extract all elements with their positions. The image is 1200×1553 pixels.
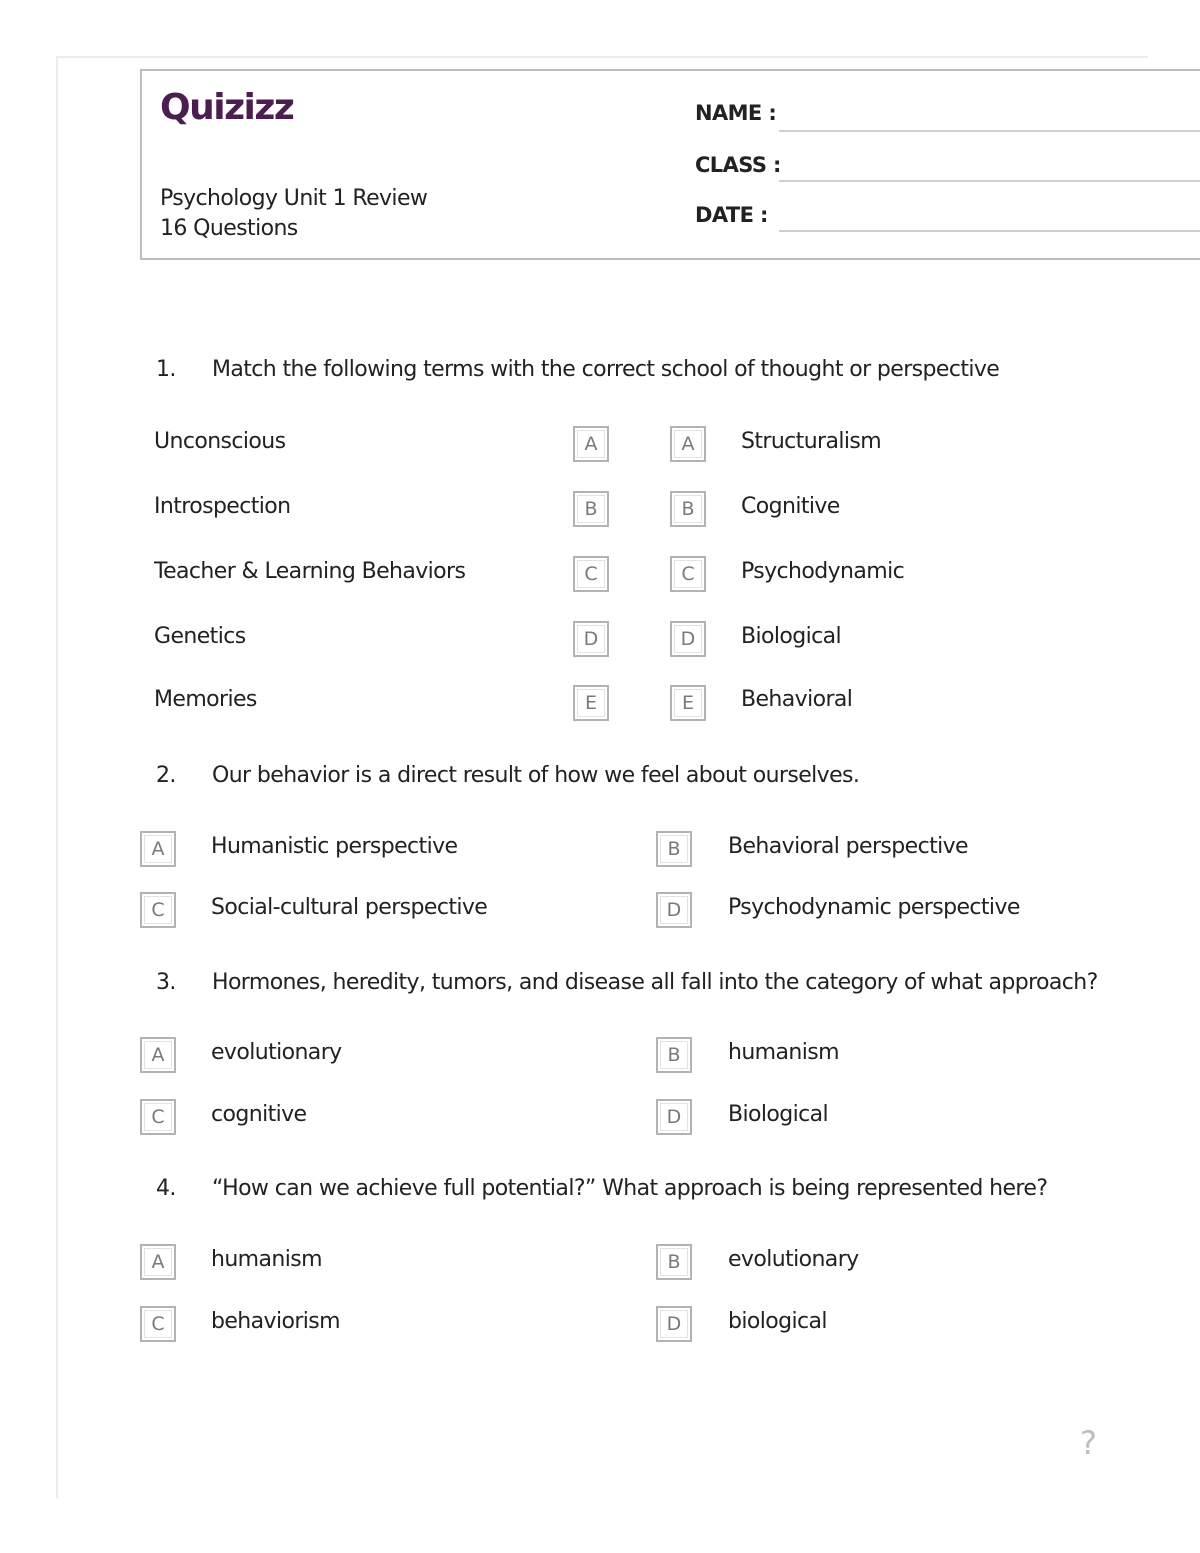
name-label: NAME : (695, 101, 777, 125)
match-option-letter: E (670, 685, 706, 721)
match-answer-box[interactable]: C (573, 556, 609, 592)
option-box-c[interactable]: C (140, 1306, 176, 1342)
match-option: Psychodynamic (741, 559, 905, 584)
option-box-d[interactable]: D (656, 1099, 692, 1135)
match-answer-box[interactable]: A (573, 426, 609, 462)
match-answer-box[interactable]: B (573, 491, 609, 527)
question-3 (156, 970, 1098, 995)
option-text[interactable]: Behavioral perspective (728, 834, 968, 859)
question-number: 4. (156, 1176, 176, 1201)
help-icon[interactable]: ? (1080, 1424, 1097, 1462)
match-term: Memories (154, 687, 257, 712)
question-1 (156, 357, 999, 382)
match-option: Biological (741, 624, 842, 649)
question-2 (156, 763, 859, 788)
option-box-c[interactable]: C (140, 892, 176, 928)
option-box-a[interactable]: A (140, 1244, 176, 1280)
quiz-title: Psychology Unit 1 Review (160, 186, 428, 211)
option-box-b[interactable]: B (656, 1244, 692, 1280)
date-line (779, 230, 1200, 232)
class-line (779, 180, 1200, 182)
quizizz-logo: Quizizz (160, 87, 294, 128)
option-text[interactable]: Psychodynamic perspective (728, 895, 1020, 920)
question-4 (156, 1176, 1047, 1201)
option-text[interactable]: humanism (728, 1040, 839, 1065)
match-option-letter: D (670, 621, 706, 657)
question-text: Match the following terms with the correct school of thought or perspective (212, 357, 1000, 382)
match-option-letter: A (670, 426, 706, 462)
match-term: Teacher & Learning Behaviors (154, 559, 466, 584)
match-answer-box[interactable]: D (573, 621, 609, 657)
match-option: Cognitive (741, 494, 840, 519)
question-text: Our behavior is a direct result of how we feel about ourselves. (212, 763, 860, 788)
match-option-letter: B (670, 491, 706, 527)
option-text[interactable]: evolutionary (728, 1247, 859, 1272)
option-text[interactable]: Social-cultural perspective (211, 895, 488, 920)
option-box-b[interactable]: B (656, 831, 692, 867)
option-box-d[interactable]: D (656, 1306, 692, 1342)
question-text: Hormones, heredity, tumors, and disease all fall into the category of what approach? (212, 970, 1098, 995)
option-text[interactable]: biological (728, 1309, 827, 1334)
page-edge-left (56, 56, 58, 1498)
question-number: 3. (156, 970, 176, 995)
match-term: Genetics (154, 624, 246, 649)
match-option-letter: C (670, 556, 706, 592)
match-option: Structuralism (741, 429, 882, 454)
option-box-b[interactable]: B (656, 1037, 692, 1073)
option-text[interactable]: cognitive (211, 1102, 307, 1127)
class-label: CLASS : (695, 153, 781, 177)
question-number: 1. (156, 357, 176, 382)
option-text[interactable]: Humanistic perspective (211, 834, 458, 859)
match-term: Unconscious (154, 429, 286, 454)
option-text[interactable]: behaviorism (211, 1309, 340, 1334)
option-box-d[interactable]: D (656, 892, 692, 928)
option-text[interactable]: humanism (211, 1247, 322, 1272)
option-text[interactable]: evolutionary (211, 1040, 342, 1065)
match-option: Behavioral (741, 687, 853, 712)
match-answer-box[interactable]: E (573, 685, 609, 721)
option-box-c[interactable]: C (140, 1099, 176, 1135)
option-box-a[interactable]: A (140, 1037, 176, 1073)
question-number: 2. (156, 763, 176, 788)
date-label: DATE : (695, 203, 768, 227)
option-text[interactable]: Biological (728, 1102, 829, 1127)
question-text: “How can we achieve full potential?” What approach is being represented here? (212, 1176, 1048, 1201)
name-line (779, 130, 1200, 132)
match-term: Introspection (154, 494, 291, 519)
worksheet-header (140, 69, 1200, 260)
option-box-a[interactable]: A (140, 831, 176, 867)
question-count: 16 Questions (160, 216, 298, 241)
page-edge-top (58, 56, 1148, 58)
